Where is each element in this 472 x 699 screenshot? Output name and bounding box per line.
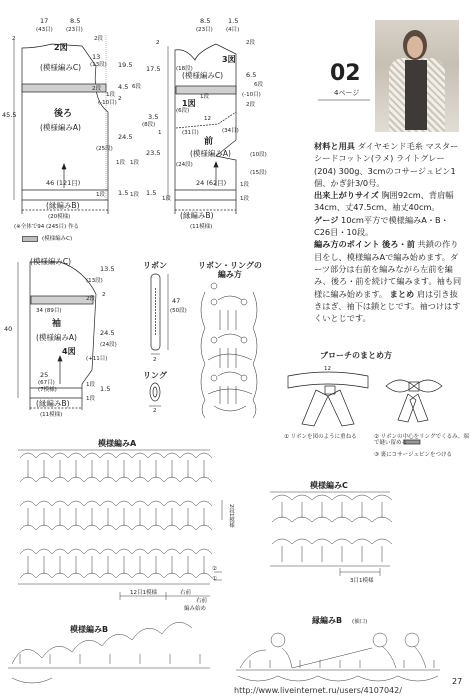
- front-dim-12: 12: [204, 116, 211, 122]
- sleeve-section: 4図: [62, 347, 76, 356]
- sleeve-top-pattern: (模様編みC): [30, 257, 72, 266]
- back-dim-25dan: (25段): [96, 146, 113, 152]
- sleeve-dim-2: 2: [102, 292, 106, 298]
- back-dim-1dan-b: 1段: [130, 160, 139, 166]
- points-intro: 後ろ・前: [382, 239, 415, 250]
- front-dim-24dan: (24段): [176, 162, 193, 168]
- front-dim-10dan: (10段): [250, 152, 267, 158]
- size-label: 出来上がりサイズ: [314, 190, 379, 201]
- chart-edging-b-grid: [236, 633, 440, 681]
- ribbon-title: リボン: [143, 261, 167, 270]
- back-dim-17: 17: [40, 17, 49, 25]
- sleeve-dim-11: (+11目): [86, 356, 108, 362]
- chart-edging-b-sub: (袖口): [352, 619, 368, 625]
- front-edging: (縁編みB): [180, 211, 214, 220]
- materials-text: ダイヤモンド毛糸 マスターシードコットン(ラメ) ライトグレー(204) 300g、3cmのコサージュピン1個、かぎ針3/0号。: [314, 141, 459, 188]
- front-dim-1: 1: [158, 130, 162, 136]
- front-dim-8dan: (8段): [142, 122, 156, 128]
- page-reference: 4ページ: [334, 89, 360, 97]
- sleeve-dim-1dan-b: 1段: [86, 396, 95, 402]
- back-dim-85: 8.5: [70, 17, 81, 25]
- ribbon-diagram: [149, 274, 168, 406]
- chart-c-rep: 3目1模様: [350, 578, 374, 584]
- back-dim-195: 19.5: [118, 61, 133, 69]
- chart-b-grid: [8, 622, 210, 683]
- front-dim-65: 6.5: [246, 71, 257, 79]
- model-photo: [375, 20, 459, 132]
- back-dim-2dan: 2段: [92, 86, 101, 92]
- back-dim-85-st: (23目): [66, 27, 83, 33]
- brooch-step-2: ② リボンの中心をリングでくるみ、端で縫い留める: [374, 434, 469, 447]
- front-dim-15-st: (4目): [226, 27, 240, 33]
- sleeve-dim-15: 1.5: [100, 385, 111, 393]
- size-text: 胸囲92cm、背肩幅34cm、丈47.5cm、袖丈40cm。: [314, 190, 454, 213]
- sleeve-dim-7: (7模様): [38, 387, 57, 393]
- front-dim-2-dan: 2段: [246, 40, 255, 46]
- pattern-number: 02: [330, 61, 361, 86]
- chart-a-row-2: ②: [212, 566, 217, 572]
- chart-c-title: 模様編みC: [310, 481, 348, 490]
- back-section: 2図: [54, 43, 68, 52]
- ring-dim-2: 2: [153, 408, 157, 414]
- front-dim-1dan-bot: 1段: [162, 196, 171, 202]
- back-dim-1dan-bot: 1段: [96, 192, 105, 198]
- brooch-step-1: ① リボンを図のように重ねる: [284, 434, 357, 440]
- chart-b-title: 模様編みB: [70, 625, 109, 634]
- front-dim-15-b: 1.5: [146, 189, 157, 197]
- back-edging: (縁編みB): [46, 201, 80, 210]
- sleeve-dim-34: 34 (89目): [36, 308, 62, 314]
- front-dim-1dan-e: 1段: [240, 182, 249, 188]
- chart-c-grid: [270, 492, 392, 576]
- back-dim-2-top-r: 2段: [94, 36, 103, 42]
- front-top-pattern: (模様編みC): [182, 71, 224, 80]
- front-dim-6dan: 6段: [254, 82, 263, 88]
- front-dim-15dan: (15段): [250, 170, 267, 176]
- chart-a-rep: 12目1模様: [130, 590, 157, 596]
- front-dim-85: 8.5: [200, 17, 211, 25]
- back-dim-bou: (-10目): [98, 100, 117, 106]
- points-text-2: 肩は引き抜きはぎ、袖下は鎖とじです。袖つけはすくいとじです。: [314, 288, 461, 324]
- back-pattern: (模様編みA): [40, 123, 81, 132]
- back-dim-245: 24.5: [118, 133, 133, 141]
- front-dim-2: 2: [156, 40, 160, 46]
- sleeve-dim-24dan: (24段): [100, 342, 117, 348]
- back-dim-455: 45.5: [2, 111, 17, 119]
- materials-label: 材料と用具: [314, 141, 355, 151]
- brooch-dim-12: 12: [324, 366, 331, 372]
- sleeve-dim-1dan: 1段: [86, 382, 95, 388]
- front-dim-1dan: 1段: [200, 94, 209, 100]
- front-dim-11-st: (11模様): [190, 224, 213, 230]
- back-dim-6dan: 6段: [132, 84, 141, 90]
- ribbon-dim-50: (50段): [170, 308, 187, 314]
- back-dim-17-st: (43目): [36, 27, 53, 33]
- front-dim-18dan: (18段): [176, 66, 193, 72]
- chart-edging-b-title: 縁編みB: [312, 616, 343, 625]
- sleeve-dim-13dan: (13段): [86, 278, 103, 284]
- chart-a-right-2: 右前: [196, 598, 208, 604]
- chart-a-row-1: ①: [212, 576, 217, 582]
- gauge-label: ゲージ: [314, 214, 339, 225]
- back-dim-1dan-a: 1段: [116, 160, 125, 166]
- front-dim-bou: (-10目): [242, 92, 261, 98]
- front-dim-6dan-b: (6段): [176, 108, 190, 114]
- front-dim-2dan: 2段: [246, 102, 255, 108]
- points-label: 編み方のポイント: [314, 239, 380, 250]
- back-dim-45: 4.5: [118, 83, 129, 91]
- front-dim-24: 24 (62目): [196, 179, 227, 187]
- points-bold-2: まとめ: [389, 288, 415, 299]
- sleeve-pattern: (模様編みA): [36, 333, 77, 342]
- sleeve-title: 袖: [52, 319, 62, 329]
- brooch-title: ブローチのまとめ方: [320, 351, 392, 360]
- footer-url[interactable]: http://www.liveinternet.ru/users/4107042/: [234, 686, 402, 695]
- front-dim-235: 23.5: [146, 149, 161, 157]
- back-top-pattern: (模様編みC): [40, 63, 82, 72]
- gauge-text: 10cm平方で模様編みA・B・C26目・10段。: [314, 214, 449, 238]
- ribbon-dim-2: 2: [153, 357, 157, 363]
- sleeve-dim-40: 40: [4, 325, 13, 333]
- front-dim-175: 17.5: [146, 65, 161, 73]
- sleeve-dim-25: 25: [40, 371, 49, 379]
- back-dim-1dan-bot2: 1段: [130, 192, 139, 198]
- back-dim-2-mid: 2: [118, 96, 122, 102]
- front-section3: 3図: [222, 55, 236, 64]
- chart-a-rows: 2段1模様: [228, 504, 235, 528]
- back-title: 後ろ: [54, 109, 73, 119]
- ribbon-chart-title: リボン・リングの 編み方: [198, 261, 262, 279]
- points-text-1: 共鎖の作り目をし、模様編みAで編み始めます。ダーツ部分は右前を編みながら左前を編み、後ろ・前を続けて編みます。袖も同様に編み始めます。: [314, 239, 462, 299]
- back-dim-46: 46 (121目): [46, 179, 81, 187]
- sleeve-dim-11-st: (11模様): [40, 412, 63, 418]
- back-dim-2-top: 2: [12, 36, 16, 42]
- back-legend-swatch: (模様編みC): [42, 236, 73, 242]
- front-title: 前: [204, 137, 214, 147]
- chart-a-grid: [18, 450, 222, 600]
- sleeve-dim-135: 13.5: [100, 265, 115, 273]
- back-dim-1dan: 1段: [106, 92, 115, 98]
- chart-a-title: 模様編みA: [98, 439, 137, 448]
- chart-a-start: 編み始め: [184, 606, 207, 612]
- front-dim-85-st: (23目): [196, 27, 213, 33]
- description-text: [314, 140, 464, 324]
- front-dim-31: (31目): [182, 130, 199, 136]
- back-dim-20-st: (20模様): [48, 214, 71, 220]
- front-dim-34: (34目): [222, 128, 239, 134]
- brooch-step-3: ③ 裏にコサージュピンをつける: [374, 452, 452, 458]
- sleeve-edging: (縁編みB): [36, 399, 70, 408]
- legend-swatch: [22, 236, 38, 242]
- front-section: 1図: [182, 99, 196, 108]
- back-dim-13-r: (13段): [90, 62, 107, 68]
- footer-page-number: 27: [452, 677, 463, 686]
- back-note-all: (※全体で94 (245目) 作る: [14, 224, 80, 230]
- front-dim-15: 1.5: [228, 17, 239, 25]
- ribbon-chart: [201, 283, 257, 418]
- back-dim-13: 13: [92, 53, 101, 61]
- sleeve-dim-67: (67目): [38, 380, 55, 386]
- chart-a-right: 右前: [180, 590, 192, 596]
- ribbon-dim-47: 47: [172, 297, 181, 305]
- front-dim-35: 3.5: [148, 113, 159, 121]
- back-dim-15: 1.5: [118, 189, 129, 197]
- sleeve-dim-245: 24.5: [100, 329, 115, 337]
- sleeve-dim-2dan: 2段: [86, 296, 95, 302]
- front-dim-1dan-f: 1段: [240, 196, 249, 202]
- ring-title: リング: [143, 371, 167, 380]
- front-pattern: (模様編みA): [190, 149, 231, 158]
